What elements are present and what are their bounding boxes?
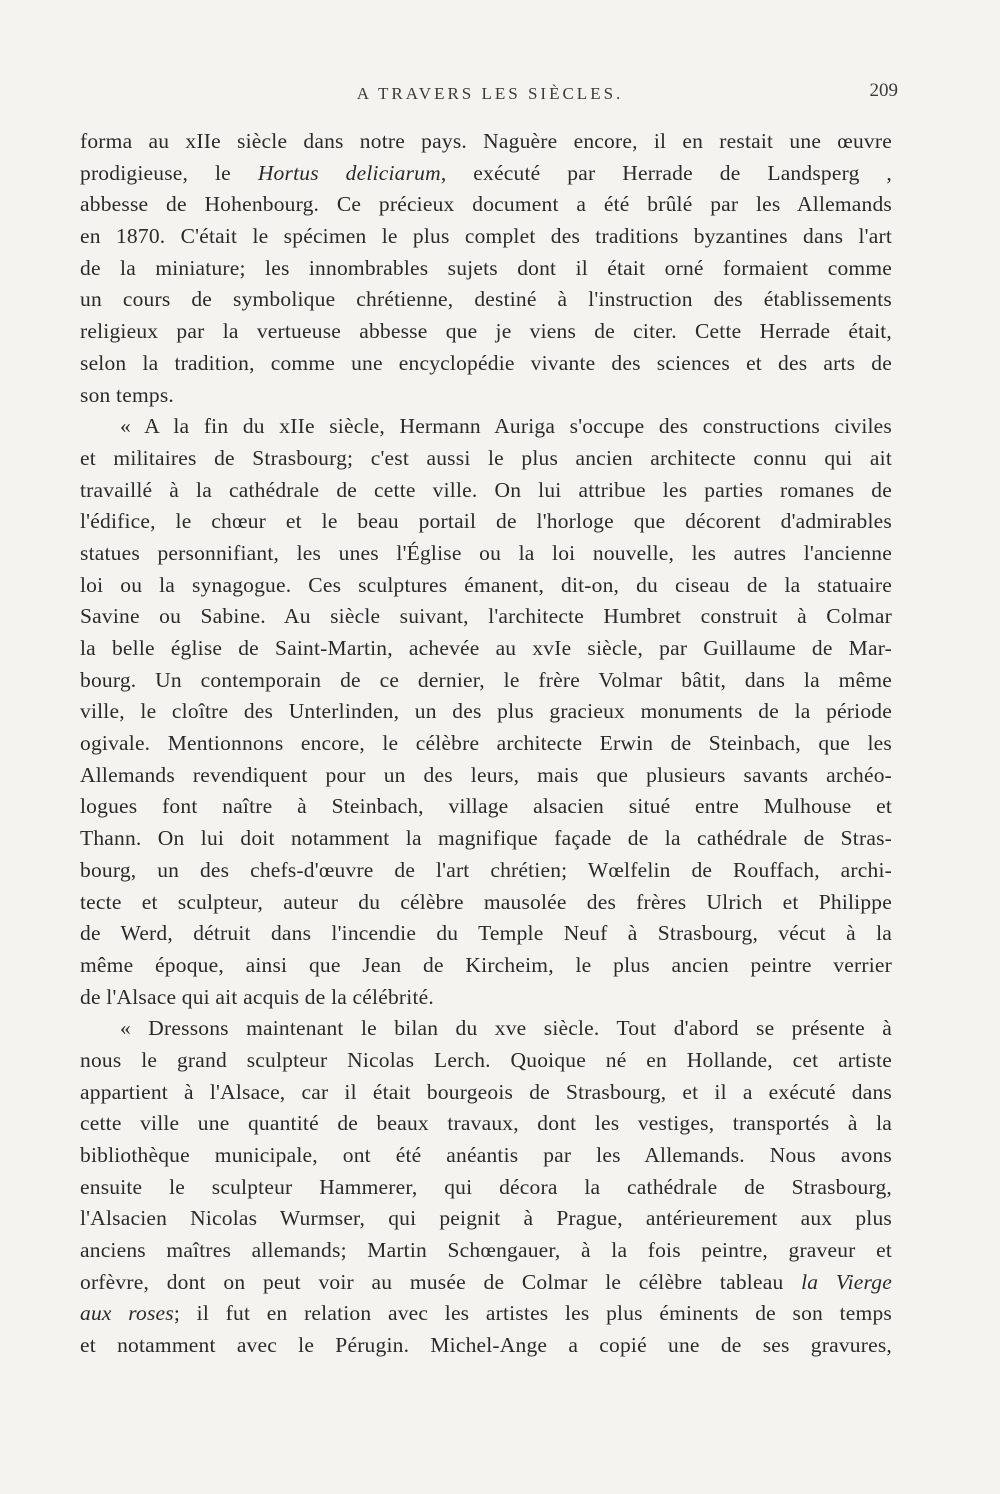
text-line: Allemands revendiquent pour un des leurs, mais que plusieurs savants archéo- [80, 762, 892, 787]
text-line: Thann. On lui doit notamment la magnifique façade de la cathédrale de Stras- [80, 826, 892, 851]
text-line: de Werd, détruit dans l'incendie du Temple Neuf à Strasbourg, vécut à la [80, 921, 892, 946]
text-line: un cours de symbolique chrétienne, destiné à l'instruction des établissements [80, 287, 892, 312]
text-line: loi ou la synagogue. Ces sculptures émanent, dit-on, du ciseau de la statuaire [80, 572, 892, 597]
text-line: appartient à l'Alsace, car il était bourgeois de Strasbourg, et il a exécuté dans [80, 1079, 892, 1104]
body-text [80, 126, 892, 1362]
text-line: forma au xIIe siècle dans notre pays. Naguère encore, il en restait une œuvre [80, 129, 892, 153]
text-line: l'édifice, le chœur et le beau portail de l'horloge que décorent d'admirables [80, 509, 892, 534]
text-line: « Dressons maintenant le bilan du xve siècle. Tout d'abord se présente à [120, 1016, 892, 1041]
text-line: orfèvre, dont on peut voir au musée de Colmar le célèbre tableau la Vierge [80, 1269, 892, 1294]
text-line: travaillé à la cathédrale de cette ville. On lui attribue les parties romanes de [80, 477, 892, 502]
text-line: anciens maîtres allemands; Martin Schœngauer, à la fois peintre, graveur et [80, 1238, 892, 1263]
text-line: Savine ou Sabine. Au siècle suivant, l'architecte Humbret construit à Colmar [80, 604, 892, 629]
italic-title: Hortus deliciarum [257, 160, 441, 185]
text-line: de l'Alsace qui ait acquis de la célébrité. [80, 984, 434, 1009]
text-line: aux roses; il fut en relation avec les artistes les plus éminents de son temps [80, 1301, 892, 1326]
text-line: en 1870. C'était le spécimen le plus complet des traditions byzantines dans l'art [80, 224, 892, 249]
text-line: tecte et sculpteur, auteur du célèbre mausolée des frères Ulrich et Philippe [80, 889, 892, 914]
text-line: son temps. [80, 382, 174, 407]
text-line: ogivale. Mentionnons encore, le célèbre architecte Erwin de Steinbach, que les [80, 731, 892, 756]
page-number: 209 [869, 80, 898, 101]
text-line: de la miniature; les innombrables sujets dont il était orné formaient comme [80, 255, 892, 280]
text-line: prodigieuse, le Hortus deliciarum, exécuté par Herrade de Landsperg , [80, 160, 892, 185]
text-line: ensuite le sculpteur Hammerer, qui décora la cathédrale de Strasbourg, [80, 1174, 892, 1199]
text-line: et militaires de Strasbourg; c'est aussi le plus ancien architecte connu qui ait [80, 445, 892, 470]
text-line: la belle église de Saint-Martin, achevée au xvIe siècle, par Guillaume de Mar- [80, 636, 892, 660]
running-head [80, 80, 900, 114]
running-title: A TRAVERS LES SIÈCLES. [356, 84, 624, 103]
text-line: abbesse de Hohenbourg. Ce précieux document a été brûlé par les Allemands [80, 192, 892, 217]
text-line: ville, le cloître des Unterlinden, un des plus gracieux monuments de la période [80, 699, 892, 724]
text-line: bibliothèque municipale, ont été anéantis par les Allemands. Nous avons [80, 1143, 892, 1167]
text-line: selon la tradition, comme une encyclopédie vivante des sciences et des arts de [80, 350, 892, 375]
text-line: bourg, un des chefs-d'œuvre de l'art chrétien; Wœlfelin de Rouffach, archi- [80, 857, 892, 882]
text-line: logues font naître à Steinbach, village alsacien situé entre Mulhouse et [80, 794, 892, 819]
text-line: même époque, ainsi que Jean de Kircheim, le plus ancien peintre verrier [80, 952, 892, 977]
text-line: et notamment avec le Pérugin. Michel-Ange a copié une de ses gravures, [80, 1333, 892, 1358]
text-line: cette ville une quantité de beaux travaux, dont les vestiges, transportés à la [80, 1111, 892, 1136]
text-line: statues personnifiant, les unes l'Église ou la loi nouvelle, les autres l'ancienne [80, 540, 892, 565]
text-line: religieux par la vertueuse abbesse que je viens de citer. Cette Herrade était, [80, 319, 892, 344]
text-line: bourg. Un contemporain de ce dernier, le frère Volmar bâtit, dans la même [80, 667, 892, 692]
text-line: nous le grand sculpteur Nicolas Lerch. Quoique né en Hollande, cet artiste [80, 1047, 892, 1072]
text-line: l'Alsacien Nicolas Wurmser, qui peignit à Prague, antérieurement aux plus [80, 1206, 892, 1231]
italic-title: la Vierge [801, 1269, 892, 1294]
italic-title: aux roses [80, 1301, 174, 1326]
text-line: « A la fin du xIIe siècle, Hermann Auriga s'occupe des constructions civiles [120, 414, 892, 439]
